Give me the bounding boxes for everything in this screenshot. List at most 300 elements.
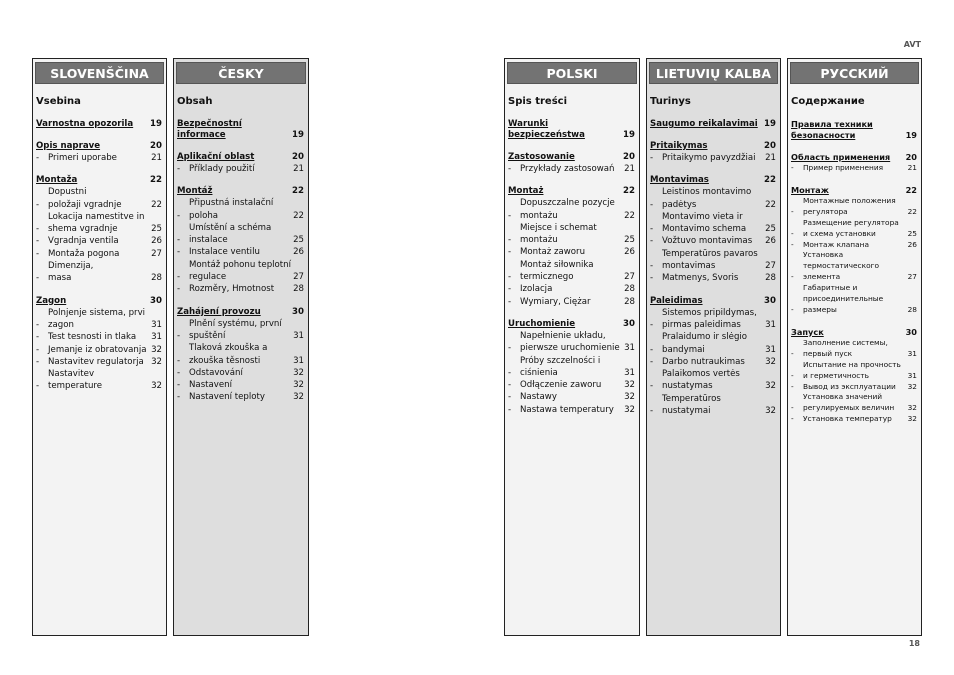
bullet-dash: - bbox=[791, 348, 794, 358]
section-page-number: 19 bbox=[764, 119, 776, 129]
bullet-dash: - bbox=[36, 153, 40, 163]
toc-item bbox=[507, 197, 636, 222]
toc-item-line: pirmas paleidimas bbox=[662, 319, 741, 330]
toc-item-line: Vožtuvo montavimas bbox=[662, 236, 753, 247]
toc-item-line: присоединительные bbox=[803, 294, 884, 304]
section-page-number: 20 bbox=[905, 152, 917, 162]
toc-item-line: Sistemos pripildymas, bbox=[662, 307, 757, 318]
toc-item-line: Dopuszczalne pozycje bbox=[520, 198, 615, 209]
bullet-dash: - bbox=[791, 403, 794, 413]
bullet-dash: - bbox=[177, 330, 181, 341]
bullet-dash: - bbox=[508, 164, 512, 174]
toc-item-page: 21 bbox=[624, 164, 635, 174]
toc-section bbox=[790, 327, 919, 425]
toc-section bbox=[649, 119, 778, 130]
toc-item-line: регулятора bbox=[803, 206, 848, 216]
toc-item bbox=[176, 379, 305, 391]
section-heading bbox=[35, 141, 163, 152]
toc-section bbox=[35, 119, 164, 130]
section-title: Bezpečnostní informace bbox=[177, 119, 242, 140]
section-heading bbox=[507, 319, 636, 330]
toc-item-page: 27 bbox=[293, 272, 304, 283]
bullet-dash: - bbox=[791, 163, 794, 172]
toc-item-page: 32 bbox=[907, 381, 917, 391]
toc-item-label bbox=[520, 330, 622, 355]
toc-item-label bbox=[520, 391, 622, 403]
toc-item-label bbox=[48, 211, 149, 236]
toc-item bbox=[176, 259, 305, 284]
bullet-dash: - bbox=[508, 284, 512, 295]
section-heading bbox=[649, 119, 777, 130]
toc-item-label bbox=[48, 235, 149, 247]
toc-item bbox=[507, 355, 636, 380]
toc-section bbox=[790, 152, 919, 174]
bullet-dash: - bbox=[508, 404, 512, 415]
section-heading bbox=[790, 185, 918, 196]
section-heading bbox=[176, 307, 305, 318]
toc-section bbox=[176, 152, 306, 175]
toc-item-label bbox=[48, 186, 149, 211]
bullet-dash: - bbox=[36, 344, 40, 355]
toc-item-label bbox=[48, 307, 149, 332]
section-title: Область применения bbox=[791, 152, 891, 162]
toc-item-label bbox=[48, 260, 149, 285]
toc-item bbox=[35, 331, 163, 343]
toc-item bbox=[35, 211, 163, 236]
section-title: Paleidimas bbox=[650, 295, 703, 306]
toc-item bbox=[790, 382, 918, 393]
toc-item-page: 27 bbox=[907, 272, 917, 282]
bullet-dash: - bbox=[650, 273, 654, 284]
toc-item-page: 28 bbox=[293, 284, 304, 295]
toc-item bbox=[790, 360, 918, 382]
bullet-dash: - bbox=[36, 236, 40, 247]
toc-item bbox=[507, 222, 636, 247]
bullet-dash: - bbox=[177, 247, 181, 258]
toc-item-line: Nastavení teploty bbox=[189, 392, 265, 403]
toc-item-line: zagon bbox=[48, 319, 74, 330]
toc-item-line: spuštění bbox=[189, 330, 226, 341]
toc-item bbox=[649, 331, 777, 356]
toc-item-label bbox=[803, 218, 904, 240]
toc-item bbox=[507, 391, 636, 403]
toc-item bbox=[507, 259, 636, 284]
toc-item-page: 26 bbox=[907, 239, 917, 249]
toc-item bbox=[35, 260, 163, 285]
bullet-dash: - bbox=[36, 381, 40, 392]
toc-item-label bbox=[520, 355, 622, 380]
toc-item-label bbox=[189, 163, 291, 175]
brand-label: AVT bbox=[903, 40, 921, 49]
toc-item-line: bandymai bbox=[662, 344, 705, 355]
toc-item bbox=[649, 211, 777, 236]
toc-item-line: Испытание на прочность bbox=[803, 359, 901, 369]
toc-item-label bbox=[189, 367, 291, 379]
section-heading bbox=[649, 175, 777, 186]
toc-item-list bbox=[649, 307, 777, 418]
toc-item-line: Пример применения bbox=[803, 163, 884, 172]
bullet-dash: - bbox=[791, 206, 794, 216]
section-title: Aplikační oblast bbox=[177, 152, 255, 162]
section-page-number: 20 bbox=[292, 152, 304, 162]
language-header: ČESKY bbox=[176, 62, 306, 84]
bullet-dash: - bbox=[508, 247, 512, 258]
toc-item-page: 26 bbox=[293, 247, 304, 258]
toc-item-line: элемента bbox=[803, 272, 841, 282]
toc-item-label bbox=[189, 379, 291, 391]
toc-item-page: 32 bbox=[765, 356, 776, 367]
toc-item-line: Tlaková zkouška a bbox=[189, 343, 268, 354]
toc-item-label bbox=[189, 391, 291, 403]
toc-item-label bbox=[48, 152, 149, 164]
bullet-dash: - bbox=[508, 367, 512, 378]
section-page-number: 30 bbox=[764, 295, 776, 306]
section-title: Saugumo reikalavimai bbox=[650, 119, 758, 129]
toc-item bbox=[649, 248, 777, 273]
toc-item-page: 27 bbox=[624, 272, 635, 283]
section-heading bbox=[35, 175, 163, 186]
section-page-number: 30 bbox=[905, 326, 917, 337]
bullet-dash: - bbox=[791, 414, 794, 424]
toc-item-line: Montáž pohonu teplotní bbox=[189, 259, 292, 270]
toc-item-line: Lokacija namestitve in bbox=[48, 211, 145, 222]
toc-item-line: Miejsce i schemat bbox=[520, 222, 597, 233]
toc-column-cs bbox=[173, 58, 309, 636]
section-title: Montaža bbox=[36, 175, 78, 186]
toc-item-label bbox=[803, 414, 904, 425]
toc-item-page: 27 bbox=[765, 261, 776, 272]
toc-section bbox=[790, 119, 919, 141]
toc-section bbox=[507, 152, 637, 175]
toc-item-page: 25 bbox=[151, 224, 162, 235]
toc-item-line: Darbo nutraukimas bbox=[662, 356, 745, 367]
toc-item-label bbox=[803, 283, 904, 316]
section-page-number: 30 bbox=[623, 318, 635, 329]
toc-item-list bbox=[176, 318, 305, 404]
language-header: SLOVENŠČINA bbox=[35, 62, 164, 84]
toc-item bbox=[507, 379, 636, 391]
toc-item-line: Установка значений bbox=[803, 392, 883, 402]
toc-item-line: zkouška těsnosti bbox=[189, 355, 261, 366]
bullet-dash: - bbox=[36, 319, 40, 330]
toc-item-line: Temperatūros pavaros bbox=[662, 248, 758, 259]
section-page-number: 19 bbox=[623, 130, 635, 140]
toc-item-line: Jemanje iz obratovanja bbox=[48, 344, 147, 355]
toc-item-label bbox=[48, 356, 149, 368]
toc-item-page: 32 bbox=[765, 406, 776, 417]
section-title: Zagon bbox=[36, 295, 67, 306]
toc-item-page: 28 bbox=[624, 296, 635, 307]
toc-item-line: Montaż zaworu bbox=[520, 247, 586, 258]
toc-item-label bbox=[189, 197, 291, 222]
section-heading bbox=[790, 119, 918, 141]
toc-item-line: Montaža pogona bbox=[48, 248, 120, 259]
toc-item-line: регулируемых величин bbox=[803, 403, 895, 413]
toc-item-label bbox=[189, 222, 291, 247]
toc-item-line: instalace bbox=[189, 235, 228, 246]
toc-item-list bbox=[35, 186, 163, 284]
section-heading bbox=[176, 186, 305, 197]
toc-item-list bbox=[649, 186, 777, 284]
section-page-number: 22 bbox=[623, 186, 635, 197]
toc-item bbox=[507, 163, 636, 175]
bullet-dash: - bbox=[650, 319, 654, 330]
toc-item-line: Palaikomos vertės bbox=[662, 369, 740, 380]
section-title: Montavimas bbox=[650, 175, 709, 186]
toc-item-page: 21 bbox=[765, 153, 776, 163]
toc-item-line: položaji vgradnje bbox=[48, 199, 122, 210]
toc-item-line: Dimenzija, bbox=[48, 261, 94, 272]
section-title: Монтаж bbox=[791, 184, 829, 195]
toc-item-label bbox=[189, 342, 291, 367]
toc-item-page: 25 bbox=[293, 235, 304, 246]
toc-item-line: Plnění systému, první bbox=[189, 318, 282, 329]
toc-item bbox=[790, 163, 918, 174]
toc-item-label bbox=[520, 222, 622, 247]
toc-item-page: 21 bbox=[293, 164, 304, 174]
toc-section bbox=[649, 175, 778, 284]
bullet-dash: - bbox=[508, 296, 512, 307]
bullet-dash: - bbox=[177, 164, 181, 174]
bullet-dash: - bbox=[36, 199, 40, 210]
toc-item-label bbox=[189, 246, 291, 258]
toc-item-line: Габаритные и bbox=[803, 283, 858, 293]
toc-item-line: montażu bbox=[520, 235, 558, 246]
toc-item-line: regulace bbox=[189, 272, 227, 283]
toc-item bbox=[790, 392, 918, 414]
toc-section bbox=[35, 175, 164, 284]
toc-item-label bbox=[803, 338, 904, 360]
toc-item bbox=[790, 240, 918, 251]
toc-item-line: padėtys bbox=[662, 199, 697, 210]
toc-item-line: Pritaikymo pavyzdžiai bbox=[662, 153, 756, 163]
toc-section bbox=[649, 141, 778, 164]
toc-item bbox=[35, 356, 163, 368]
toc-item-line: montavimas bbox=[662, 261, 716, 272]
toc-item bbox=[176, 197, 305, 222]
toc-item-line: Příklady použití bbox=[189, 164, 255, 174]
toc-item-page: 26 bbox=[765, 236, 776, 247]
toc-section bbox=[507, 319, 637, 416]
bullet-dash: - bbox=[177, 284, 181, 295]
toc-item-list bbox=[790, 163, 918, 174]
section-title: Warunki bezpieczeństwa bbox=[508, 119, 585, 140]
toc-item-label bbox=[803, 360, 904, 382]
section-page-number: 30 bbox=[150, 295, 162, 306]
toc-item-label bbox=[520, 246, 622, 258]
section-heading bbox=[790, 152, 918, 163]
toc-item-line: Nastavitev regulatorja bbox=[48, 356, 144, 367]
toc-item-line: Izolacja bbox=[520, 284, 553, 295]
toc-section bbox=[35, 141, 164, 164]
section-title: Pritaikymas bbox=[650, 141, 708, 151]
section-page-number: 19 bbox=[905, 130, 917, 140]
toc-item-label bbox=[662, 368, 763, 393]
toc-item bbox=[35, 248, 163, 260]
bullet-dash: - bbox=[650, 236, 654, 247]
toc-item-line: nustatymas bbox=[662, 381, 713, 392]
toc-item-page: 32 bbox=[151, 381, 162, 392]
toc-item bbox=[507, 330, 636, 355]
section-heading bbox=[35, 296, 163, 307]
toc-item-page: 28 bbox=[765, 273, 776, 284]
toc-item bbox=[649, 186, 777, 211]
toc-item-page: 26 bbox=[624, 247, 635, 258]
toc-item-line: Dopustni bbox=[48, 187, 87, 198]
toc-item bbox=[790, 218, 918, 240]
toc-item-line: Монтажные положения bbox=[803, 195, 896, 205]
toc-item-line: Primeri uporabe bbox=[48, 153, 117, 163]
toc-item bbox=[649, 307, 777, 332]
toc-item-line: shema vgradnje bbox=[48, 224, 118, 235]
bullet-dash: - bbox=[36, 332, 40, 343]
bullet-dash: - bbox=[36, 356, 40, 367]
toc-item bbox=[176, 367, 305, 379]
toc-item bbox=[507, 283, 636, 295]
toc-item-page: 32 bbox=[293, 367, 304, 378]
toc-item bbox=[176, 342, 305, 367]
toc-item-label bbox=[803, 250, 904, 283]
section-heading bbox=[649, 141, 777, 152]
toc-item bbox=[35, 235, 163, 247]
toc-item-label bbox=[803, 240, 904, 251]
toc-item-page: 32 bbox=[151, 356, 162, 367]
toc-item-page: 32 bbox=[293, 380, 304, 391]
toc-item-page: 31 bbox=[907, 370, 917, 380]
toc-item-line: Przykłady zastosowań bbox=[520, 164, 615, 174]
toc-item bbox=[35, 368, 163, 393]
toc-section bbox=[790, 185, 919, 316]
section-heading bbox=[507, 152, 636, 163]
toc-item-label bbox=[520, 404, 622, 416]
page-number: 18 bbox=[908, 639, 920, 648]
bullet-dash: - bbox=[650, 356, 654, 367]
bullet-dash: - bbox=[791, 272, 794, 282]
section-page-number: 22 bbox=[292, 186, 304, 197]
toc-item-list bbox=[507, 197, 636, 308]
toc-column-ru bbox=[787, 58, 922, 636]
toc-item-label bbox=[520, 283, 622, 295]
toc-column-sl bbox=[32, 58, 167, 636]
toc-item-line: Napełnienie układu, bbox=[520, 330, 606, 341]
toc-section bbox=[507, 119, 637, 141]
toc-item-list bbox=[35, 152, 163, 164]
section-title-line: Правила техники bbox=[791, 119, 873, 129]
toc-item-label bbox=[48, 331, 149, 343]
toc-item-label bbox=[520, 197, 622, 222]
toc-item-list bbox=[176, 163, 305, 175]
toc-item-line: masa bbox=[48, 273, 72, 284]
toc-item-page: 22 bbox=[293, 210, 304, 221]
toc-item-line: poloha bbox=[189, 210, 219, 221]
section-heading bbox=[176, 119, 305, 141]
toc-section bbox=[176, 307, 306, 404]
section-title: Zastosowanie bbox=[508, 152, 575, 162]
toc-item-line: Nastavení bbox=[189, 380, 233, 391]
toc-item-label bbox=[662, 186, 763, 211]
toc-title: Spis treści bbox=[508, 96, 568, 107]
section-page-number: 30 bbox=[292, 306, 304, 317]
toc-section bbox=[35, 296, 164, 393]
toc-item-line: Монтаж клапана bbox=[803, 239, 870, 249]
toc-item-page: 32 bbox=[151, 344, 162, 355]
section-page-number: 20 bbox=[623, 152, 635, 162]
toc-item-list bbox=[790, 338, 918, 425]
toc-item-label bbox=[662, 272, 763, 284]
toc-title: Turinys bbox=[650, 96, 691, 107]
toc-item-page: 28 bbox=[151, 273, 162, 284]
toc-item-line: Установка температур bbox=[803, 414, 892, 424]
bullet-dash: - bbox=[177, 380, 181, 391]
toc-item-page: 22 bbox=[624, 210, 635, 221]
toc-item-label bbox=[662, 331, 763, 356]
section-heading bbox=[507, 119, 636, 141]
toc-item bbox=[649, 152, 777, 164]
toc-item-label bbox=[662, 393, 763, 418]
toc-item-page: 28 bbox=[624, 284, 635, 295]
bullet-dash: - bbox=[177, 355, 181, 366]
section-heading bbox=[649, 296, 777, 307]
bullet-dash: - bbox=[177, 210, 181, 221]
toc-item-label bbox=[803, 196, 904, 218]
section-page-number: 19 bbox=[292, 130, 304, 140]
toc-item-label bbox=[189, 318, 291, 343]
toc-item-line: Připustná instalační bbox=[189, 198, 274, 209]
section-title: Запуск bbox=[791, 326, 824, 337]
toc-item-page: 27 bbox=[151, 248, 162, 259]
toc-item-line: termicznego bbox=[520, 272, 574, 283]
toc-item-list bbox=[649, 152, 777, 164]
toc-item-page: 25 bbox=[907, 228, 917, 238]
toc-item-line: Nastawa temperatury bbox=[520, 404, 614, 415]
bullet-dash: - bbox=[650, 406, 654, 417]
toc-item-page: 22 bbox=[907, 206, 917, 216]
toc-item-line: pierwsze uruchomienie bbox=[520, 343, 620, 354]
bullet-dash: - bbox=[508, 210, 512, 221]
toc-item-list bbox=[507, 163, 636, 175]
section-page-number: 19 bbox=[150, 119, 162, 129]
toc-item-line: размеры bbox=[803, 304, 837, 314]
toc-item-line: Leistinos montavimo bbox=[662, 187, 752, 198]
bullet-dash: - bbox=[650, 344, 654, 355]
toc-item-line: Вывод из эксплуатации bbox=[803, 381, 896, 391]
toc-item-list bbox=[35, 307, 163, 393]
toc-item-line: Nastawy bbox=[520, 392, 557, 403]
bullet-dash: - bbox=[177, 235, 181, 246]
toc-item-label bbox=[662, 235, 763, 247]
bullet-dash: - bbox=[791, 304, 794, 314]
toc-item-label bbox=[48, 344, 149, 356]
toc-item-page: 32 bbox=[624, 380, 635, 391]
toc-section bbox=[649, 296, 778, 418]
toc-item-line: Odstavování bbox=[189, 367, 243, 378]
toc-title: Содержание bbox=[791, 96, 865, 107]
toc-item bbox=[507, 296, 636, 308]
toc-item-line: Размещение регулятора bbox=[803, 217, 899, 227]
toc-item bbox=[176, 246, 305, 258]
toc-item-line: nustatymai bbox=[662, 406, 711, 417]
toc-item bbox=[649, 272, 777, 284]
section-heading bbox=[35, 119, 163, 130]
toc-item bbox=[649, 393, 777, 418]
toc-item-page: 31 bbox=[293, 355, 304, 366]
language-header: LIETUVIŲ KALBA bbox=[649, 62, 778, 84]
toc-item-page: 31 bbox=[293, 330, 304, 341]
toc-column-lt bbox=[646, 58, 781, 636]
toc-item bbox=[176, 318, 305, 343]
toc-item-label bbox=[520, 163, 622, 175]
section-title: Montáž bbox=[177, 186, 213, 197]
